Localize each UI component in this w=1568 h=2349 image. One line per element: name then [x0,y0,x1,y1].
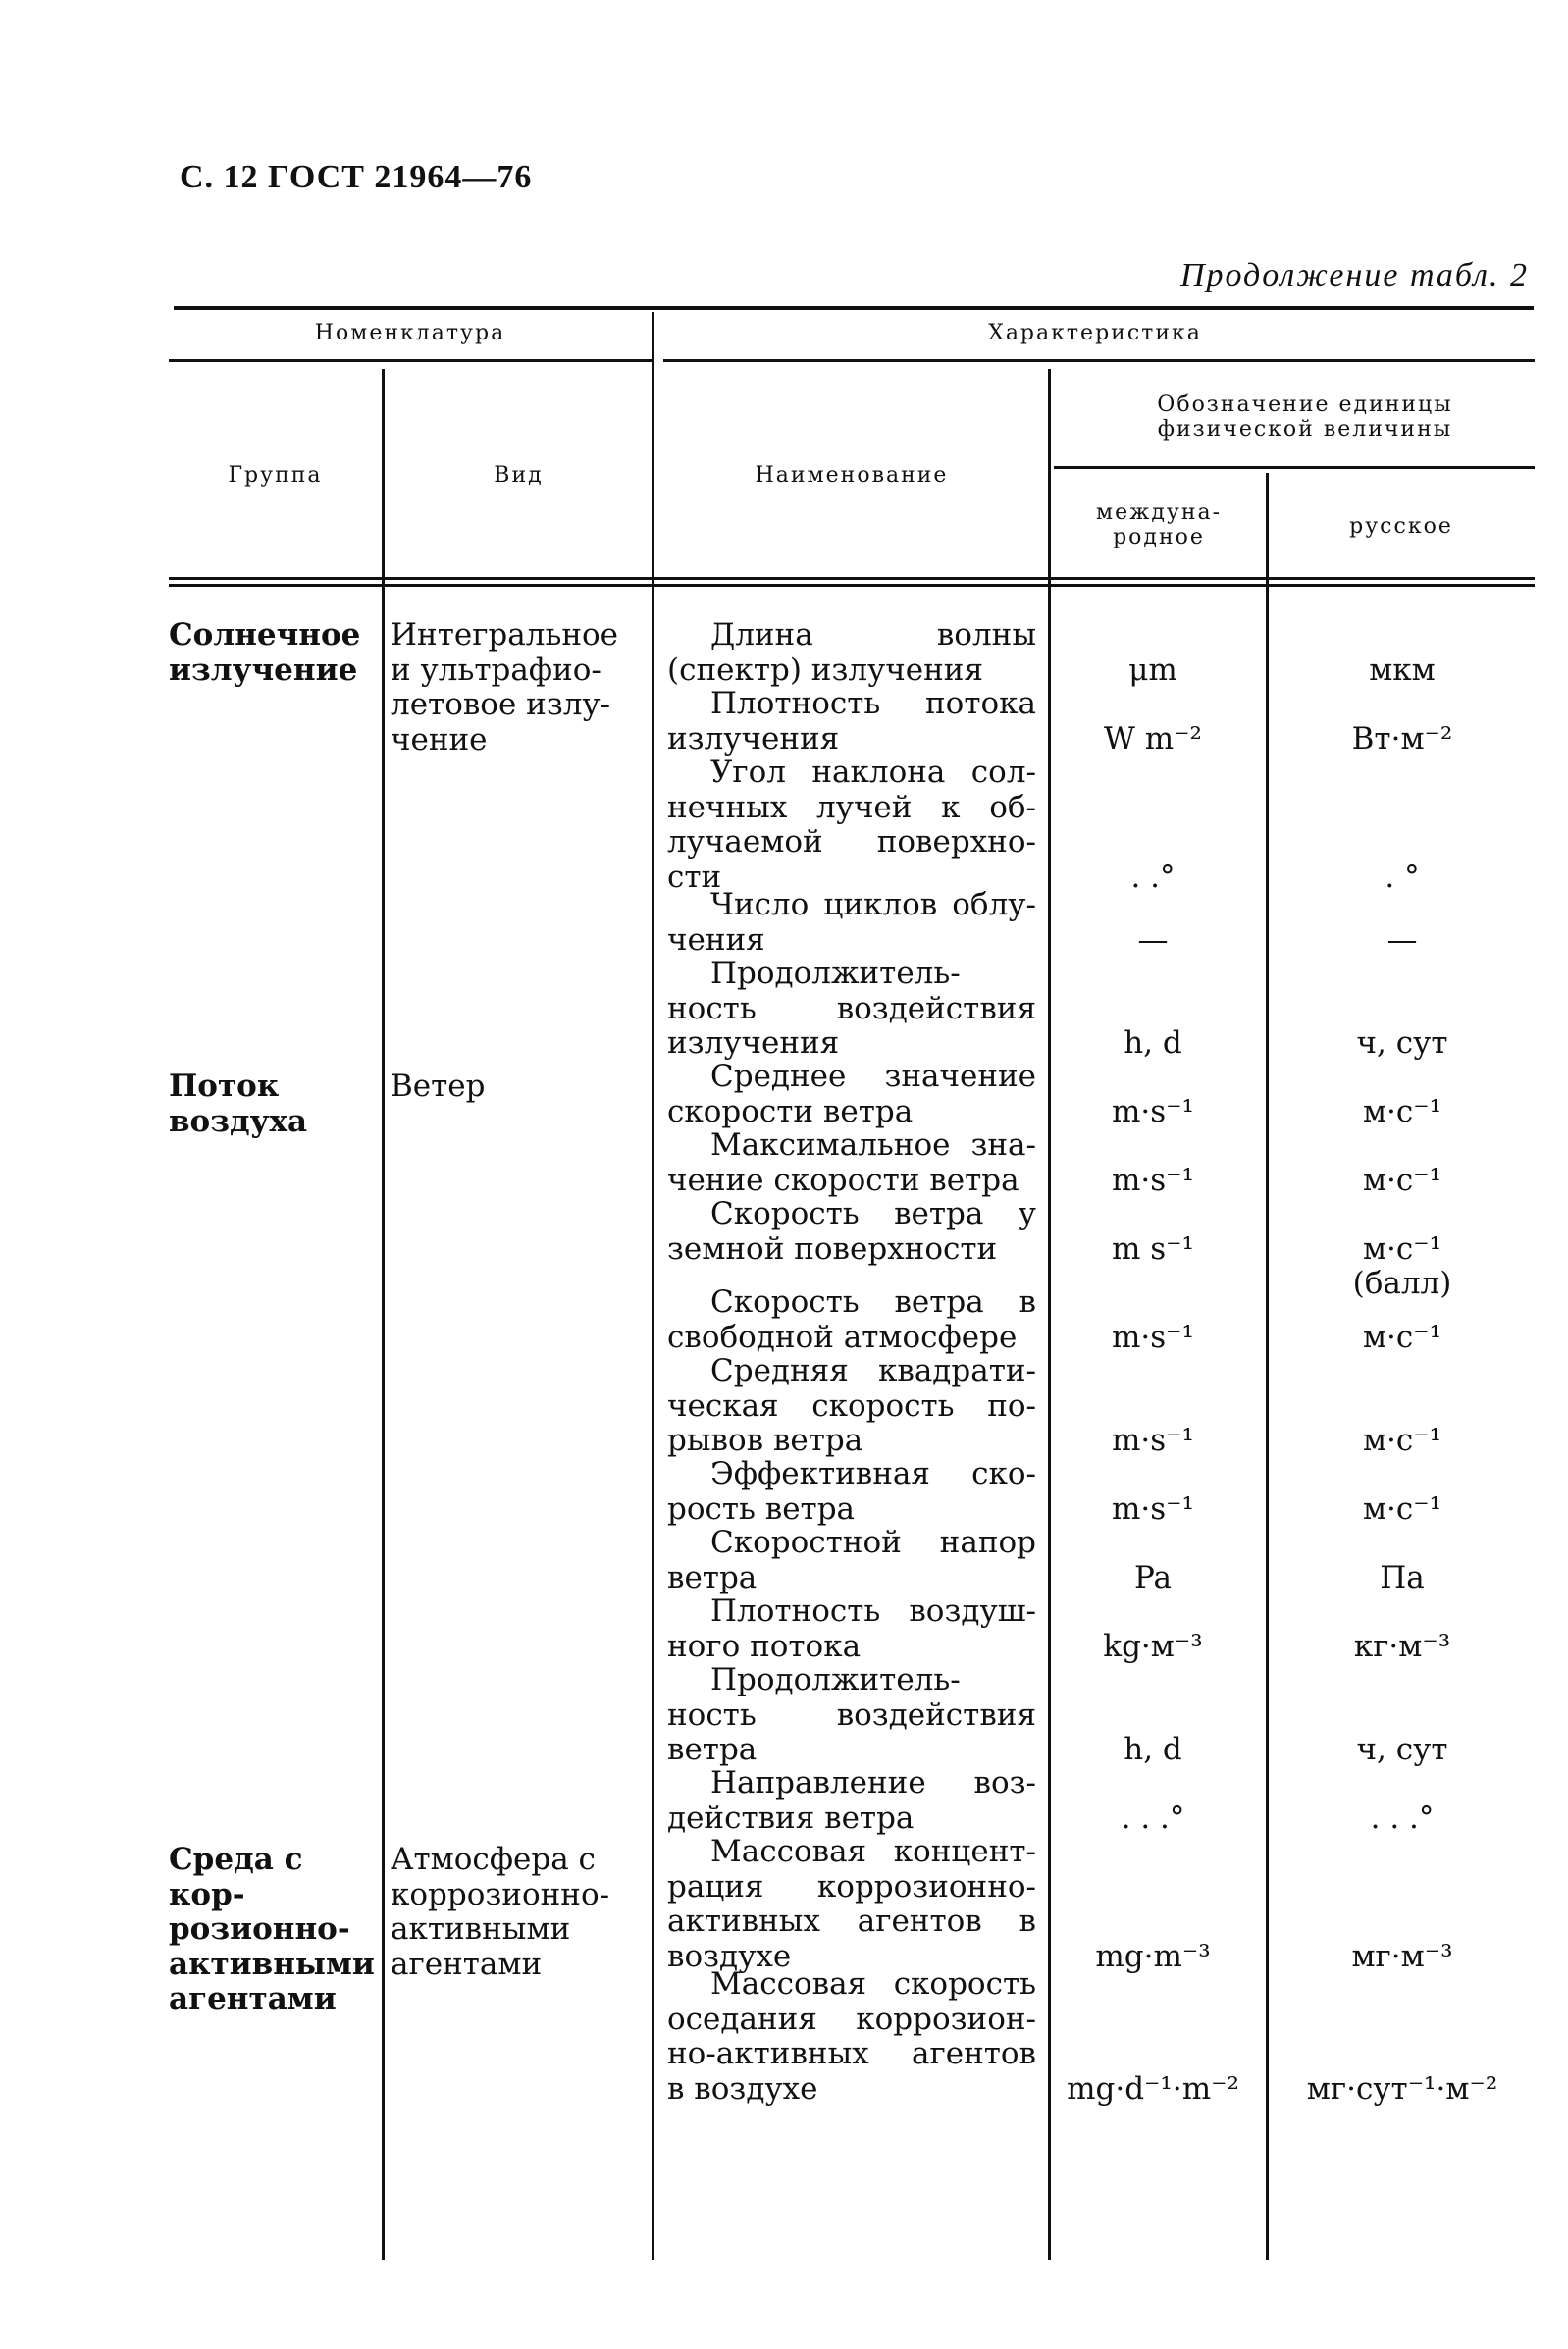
unit-international: kg·м⁻³ [1103,1628,1203,1664]
characteristic-name-line: воздухе [667,1938,792,1974]
characteristic-name-line: Плотность воздуш- [710,1593,1036,1629]
unit-international: — [1137,921,1169,958]
unit-international: Pa [1134,1559,1172,1595]
characteristic-name-line: ного потока [667,1628,862,1664]
characteristic-name-line: Продолжитель- [710,1662,961,1697]
nomenclature-underline [169,359,653,362]
characteristic-name-line: скорости ветра [667,1093,914,1129]
characteristic-name-line: Длина волны [710,617,1036,652]
group-cell: Поток воздуха [169,1069,308,1139]
column-divider-group-kind [382,369,385,2260]
characteristic-name-line: Число циклов облу- [710,887,1036,922]
characteristic-name-line: рость ветра [667,1490,856,1527]
unit-international: m·s⁻¹ [1112,1162,1194,1198]
characteristic-name-line: Продолжитель- [710,956,961,991]
characteristic-name-line: Угол наклона сол- [710,755,1036,790]
unit-russian: кг·м⁻³ [1353,1628,1451,1664]
unit-international: m s⁻¹ [1112,1230,1194,1267]
unit-russian: м·с⁻¹ [1362,1490,1442,1527]
unit-russian: м·с⁻¹ [1362,1162,1442,1198]
unit-international: h, d [1124,1732,1182,1767]
characteristic-name-line: свободной атмосфере [667,1319,1018,1355]
unit-russian: мг·сут⁻¹·м⁻² [1306,2070,1498,2107]
characteristic-name-line: ветра [667,1732,758,1767]
characteristic-name-line: в воздухе [667,2070,818,2107]
unit-international: . . .° [1121,1800,1185,1836]
characteristic-name-line: рывов ветра [667,1423,863,1458]
continuation-label: Продолжение табл. 2 [1179,257,1529,293]
characteristic-name-line: лучаемой поверхно- [667,824,1036,860]
unit-russian: м·с⁻¹ [1362,1319,1442,1355]
header-russian: русское [1349,514,1453,539]
characteristic-name-line: ность воздействия [667,1696,1036,1733]
unit-russian: . . .° [1370,1800,1435,1836]
characteristic-name-line: земной поверхности [667,1230,998,1267]
characteristic-name-line: действия ветра [667,1800,915,1836]
unit-international: W m⁻² [1104,720,1202,757]
unit-russian: мкм [1369,652,1436,688]
characteristic-name [667,957,1036,1062]
characteristic-name-line: сти [667,859,722,895]
kind-cell: Интегральное и ультрафио-летовое излу-чение [391,617,619,757]
characteristic-name-line: Направление воз- [710,1765,1036,1801]
unit-russian: ч, сут [1356,1025,1448,1061]
table-top-rule [174,306,1534,310]
characteristic-name-line: Массовая концент- [710,1834,1036,1869]
kind-cell: Ветер [391,1069,486,1104]
group-cell: Среда с кор-розионно-активными агентами [169,1842,375,2016]
characteristic-name [667,1967,1036,2107]
characteristic-name-line: ветра [667,1559,758,1595]
header-nomenclature: Номенклатура [314,321,506,345]
header-bottom-rule-2 [169,584,1535,587]
characteristic-name-line: чения [667,921,765,958]
column-divider-nomenclature [652,312,654,2260]
unit-russian: Вт·м⁻² [1351,720,1453,757]
characteristic-name-line: оседания коррозион- [667,2001,1036,2037]
unit-russian: Па [1380,1559,1425,1595]
unit-russian: м·с⁻¹ [1362,1093,1442,1129]
characteristic-name-line: но-активных агентов [667,2036,1036,2071]
characteristic-name [667,1354,1036,1459]
header-international: междуна-родное [1095,500,1223,549]
characteristic-name [667,1766,1036,1836]
unit-international: h, d [1124,1025,1182,1061]
characteristic-underline [663,359,1535,362]
characteristic-name [667,888,1036,958]
characteristic-name [667,1594,1036,1664]
characteristic-name-line: Массовая скорость [710,1966,1036,2002]
characteristic-name [667,1663,1036,1768]
unit-international: m·s⁻¹ [1112,1490,1194,1527]
unit-international: . .° [1130,859,1176,895]
characteristic-name [667,1457,1036,1527]
characteristic-name [667,1285,1036,1355]
page-header: С. 12 ГОСТ 21964—76 [180,159,533,195]
characteristic-name [667,618,1036,688]
header-bottom-rule-1 [169,577,1535,580]
characteristic-name-line: (спектр) излучения [667,652,984,688]
characteristic-name [667,1526,1036,1595]
unit-subheader-rule [1054,466,1535,469]
unit-international: m·s⁻¹ [1112,1319,1194,1355]
unit-international: μm [1128,652,1177,688]
header-group: Группа [228,463,323,488]
characteristic-name-line: излучения [667,1025,840,1061]
characteristic-name-line: Скорость ветра у [710,1196,1036,1231]
characteristic-name-line: рация коррозионно- [667,1868,1036,1905]
characteristic-name-line: Плотность потока [710,686,1036,721]
unit-russian: мг·м⁻³ [1351,1938,1453,1974]
characteristic-name-line: активных агентов в [667,1904,1036,1939]
characteristic-name [667,756,1036,895]
header-unit-designation: Обозначение единицы физической величины [1157,392,1453,442]
characteristic-name-line: Эффективная ско- [710,1456,1036,1491]
column-divider-intl-rus [1266,473,1269,2260]
group-cell: Солнечное излучение [169,617,361,688]
unit-international: mg·d⁻¹·m⁻² [1067,2070,1239,2107]
unit-russian: м·с⁻¹ (балл) [1352,1230,1452,1301]
characteristic-name-line: нечных лучей к об- [667,789,1036,825]
characteristic-name-line: Средняя квадрати- [710,1353,1036,1388]
characteristic-name [667,1128,1036,1198]
characteristic-name-line: излучения [667,720,840,757]
column-divider-name-units [1048,369,1051,2260]
unit-russian: ч, сут [1356,1732,1448,1767]
characteristic-name-line: Максимальное зна- [710,1127,1036,1163]
header-name: Наименование [755,463,949,488]
header-characteristic: Характеристика [988,321,1202,345]
characteristic-name [667,1835,1036,1974]
unit-russian: — [1386,921,1418,958]
characteristic-name-line: Скоростной напор [710,1525,1036,1560]
characteristic-name-line: Скорость ветра в [710,1284,1036,1320]
kind-cell: Атмосфера с коррозионно-активными агентами [391,1842,610,1982]
unit-international: m·s⁻¹ [1112,1093,1194,1129]
characteristic-name [667,687,1036,757]
unit-international: mg·m⁻³ [1095,1938,1211,1974]
unit-russian: . ° [1385,859,1420,895]
characteristic-name [667,1197,1036,1267]
header-kind: Вид [494,463,544,488]
characteristic-name-line: чение скорости ветра [667,1162,1019,1198]
characteristic-name [667,1060,1036,1129]
characteristic-name-line: ность воздействия [667,990,1036,1026]
unit-russian: м·с⁻¹ [1362,1423,1442,1458]
characteristic-name-line: ческая скорость по- [667,1387,1036,1424]
characteristic-name-line: Среднее значение [710,1059,1036,1094]
unit-international: m·s⁻¹ [1112,1423,1194,1458]
